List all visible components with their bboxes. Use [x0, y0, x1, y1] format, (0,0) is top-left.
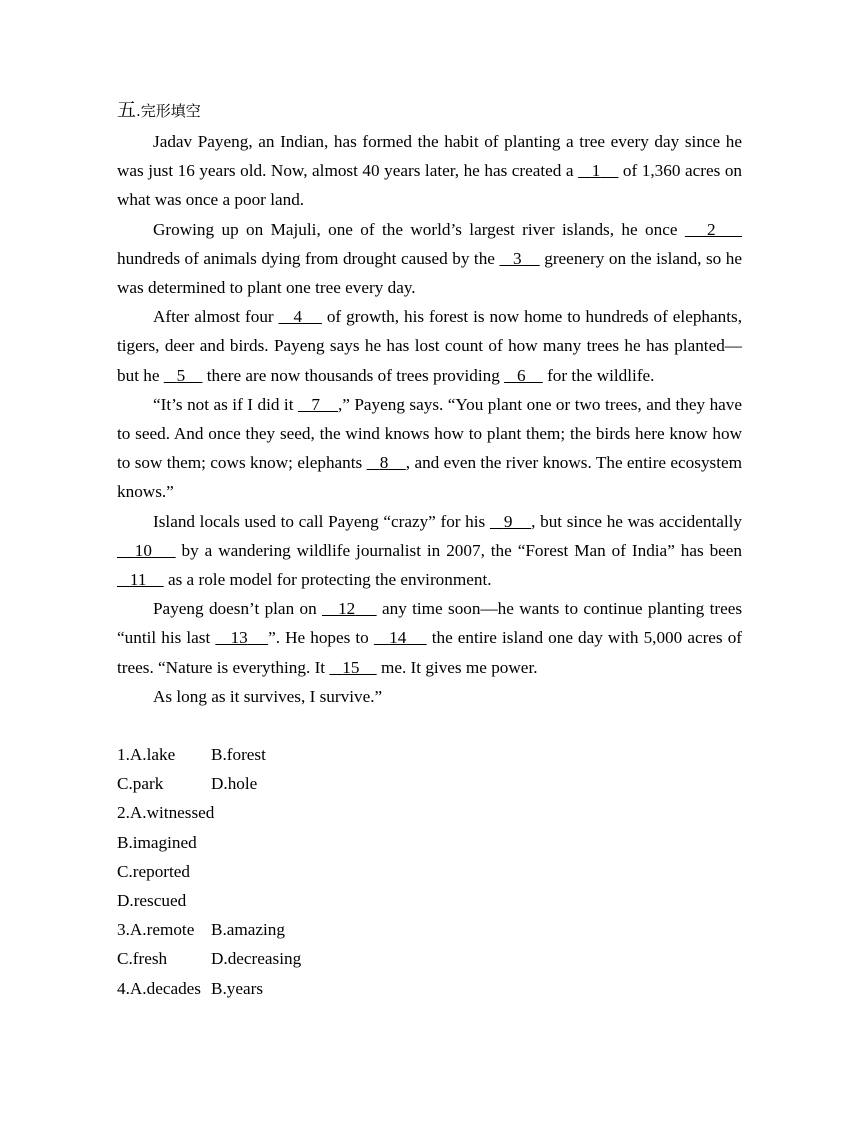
answer-option: B.forest: [211, 745, 266, 765]
blank-number: 8: [379, 453, 389, 473]
blank-number: 6: [517, 365, 526, 385]
paragraph-text: Payeng doesn’t plan on: [153, 599, 323, 619]
document-page: [117, 98, 742, 1003]
blank-number: 10: [134, 540, 152, 560]
section-title: .完形填空: [136, 102, 201, 120]
answer-option: C.reported: [117, 861, 191, 881]
passage-paragraph: [117, 390, 742, 507]
cloze-blank-9: [490, 512, 531, 531]
blank-number: 5: [176, 365, 186, 385]
answer-option: C.fresh: [117, 949, 168, 969]
answer-option: B.years: [211, 978, 264, 998]
answer-option: D.hole: [211, 774, 258, 794]
paragraph-text: greenery on the island, so he was determined to plant one tree every day.: [117, 248, 743, 298]
option-row: [117, 915, 742, 944]
blank-number: 2: [706, 219, 716, 239]
paragraph-text: ,” Payeng says. “You plant one or two trees, and they have to seed. And once they seed, the wind knows how to plant them; the birds here know how to sow them; cows know; elephants: [117, 394, 743, 473]
blank-number: 13: [230, 628, 248, 648]
answer-option: B.imagined: [117, 832, 197, 852]
answer-option: C.park: [117, 774, 164, 794]
section-numeral: 五: [117, 100, 137, 121]
blank-number: 15: [342, 657, 360, 677]
blank-number: 9: [503, 511, 513, 531]
paragraph-text: Island locals used to call Payeng “crazy” for his: [153, 511, 490, 531]
cloze-blank-1: [578, 161, 618, 180]
blank-number: 1: [591, 161, 601, 181]
passage-paragraph: [117, 302, 742, 390]
paragraph-text: Growing up on Majuli, one of the world’s largest river islands, he once: [153, 219, 685, 239]
answer-options: [117, 740, 742, 1003]
paragraph-text: of 1,360 acres on what was once a poor land.: [117, 161, 743, 210]
cloze-blank-3: [499, 249, 539, 268]
option-row: [117, 769, 742, 798]
passage: [117, 127, 742, 711]
answer-option: 3.A.remote: [117, 920, 195, 940]
answer-option: B.amazing: [211, 920, 285, 940]
cloze-blank-11: [117, 570, 164, 589]
passage-paragraph: [117, 594, 742, 682]
paragraph-text: As long as it survives, I survive.”: [153, 686, 383, 706]
cloze-blank-2: [685, 220, 742, 239]
option-row: [117, 974, 742, 1003]
blank-number: 3: [513, 248, 522, 268]
paragraph-text: ”. He hopes to: [268, 628, 374, 648]
answer-option: 4.A.decades: [117, 978, 201, 998]
passage-paragraph: [117, 215, 742, 303]
paragraph-text: , and even the river knows. The entire ecosystem knows.”: [117, 453, 743, 502]
paragraph-text: the entire island one day with 5,000 acres of trees. “Nature is everything. It: [117, 628, 743, 677]
cloze-blank-12: [322, 599, 377, 618]
blank-number: 14: [389, 628, 407, 648]
cloze-blank-4: [279, 307, 322, 326]
passage-paragraph: [117, 127, 742, 215]
paragraph-text: by a wandering wildlife journalist in 2007, the “Forest Man of India” has been: [175, 540, 743, 560]
option-row: [117, 828, 742, 857]
answer-option: D.decreasing: [211, 949, 302, 969]
cloze-blank-15: [329, 658, 376, 677]
blank-number: 7: [311, 394, 321, 414]
option-row: [117, 857, 742, 886]
passage-paragraph: [117, 507, 742, 595]
blank-number: 12: [338, 599, 356, 619]
paragraph-text: “It’s not as if I did it: [153, 394, 298, 414]
paragraph-text: hundreds of animals dying from drought caused by the: [117, 248, 500, 268]
paragraph-text: Jadav Payeng, an Indian, has formed the habit of planting a tree every day since he was just 16 years old. Now, almost 40 years later, he has created a: [117, 132, 742, 181]
blank-number: 4: [293, 307, 303, 327]
cloze-blank-7: [298, 395, 338, 414]
passage-paragraph: [117, 682, 742, 711]
paragraph-text: After almost four: [153, 307, 279, 327]
cloze-blank-14: [374, 628, 427, 647]
cloze-blank-8: [367, 453, 406, 472]
paragraph-text: there are now thousands of trees providing: [202, 365, 505, 385]
paragraph-text: as a role model for protecting the environment.: [163, 570, 492, 590]
paragraph-text: for the wildlife.: [542, 365, 655, 385]
answer-option: D.rescued: [117, 891, 187, 910]
section-heading: [117, 98, 742, 127]
paragraph-text: any time soon—he wants to continue planting trees “until his last: [117, 599, 743, 648]
cloze-blank-13: [215, 628, 268, 647]
paragraph-text: , but since he was accidentally: [531, 511, 743, 531]
paragraph-text: me. It gives me power.: [376, 657, 538, 677]
cloze-blank-5: [164, 366, 203, 385]
answer-option: 1.A.lake: [117, 745, 176, 765]
option-row: [117, 740, 742, 769]
option-row: [117, 886, 742, 915]
blank-number: 11: [129, 570, 147, 590]
answer-option: 2.A.witnessed: [117, 803, 215, 823]
cloze-blank-10: [117, 541, 176, 560]
cloze-blank-6: [504, 366, 543, 385]
option-row: [117, 798, 742, 827]
paragraph-text: of growth, his forest is now home to hundreds of elephants, tigers, deer and birds. Payeng says he has lost count of how many trees he has planted—but he: [117, 307, 742, 385]
option-row: [117, 944, 742, 973]
